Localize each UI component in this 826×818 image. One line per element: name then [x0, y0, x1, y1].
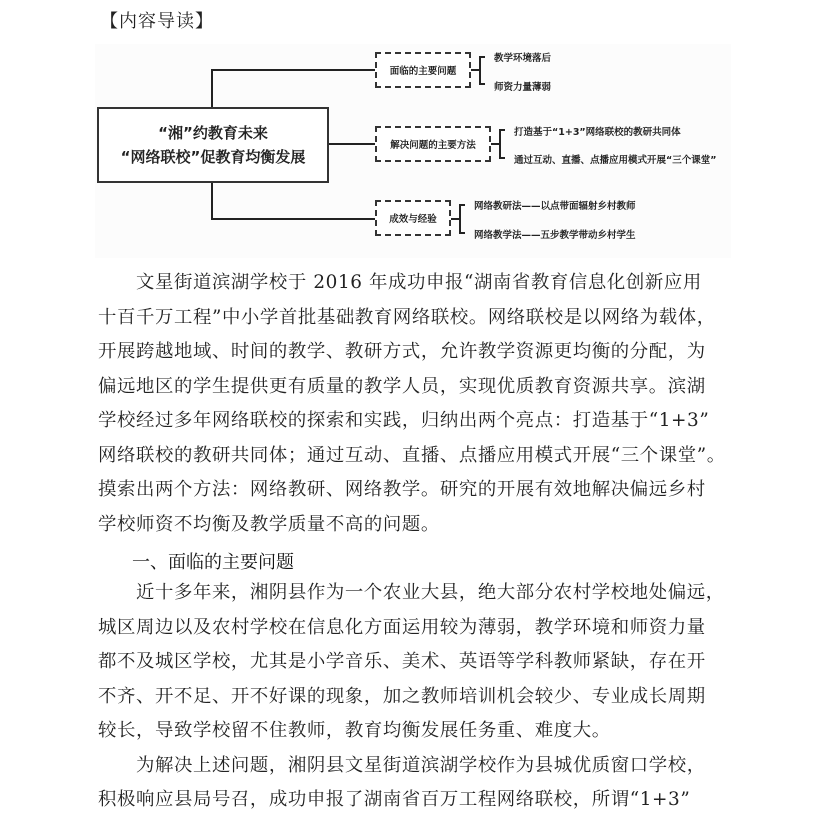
text-line: 学校经过多年网络联校的探索和实践，归纳出两个亮点：打造基于“1+3” [98, 410, 710, 431]
section-title: 一、面临的主要问题 [132, 552, 294, 573]
branch-leaf: 教学环境落后 [494, 53, 552, 64]
branch-leaf: 打造基于“1+3”网络联校的教研共同体 [514, 127, 681, 138]
text-line: 积极响应县局号召，成功申报了湖南省百万工程网络联校，所谓“1+3” [98, 789, 691, 810]
branch-leaf: 师资力量薄弱 [494, 82, 552, 93]
branch-leaf: 通过互动、直播、点播应用模式开展“三个课堂” [514, 155, 717, 166]
branch-box: 成效与经验 [375, 200, 451, 236]
branch-box: 面临的主要问题 [375, 52, 471, 88]
connector [211, 69, 213, 108]
connector [451, 218, 459, 220]
text-line: 学校师资不均衡及教学质量不高的问题。 [98, 513, 440, 535]
branch-leaf: 网络教研法——以点带面辐射乡村教师 [474, 201, 636, 212]
bracket [479, 56, 485, 85]
bracket [459, 204, 465, 234]
connector [326, 143, 376, 145]
text-line: 文星街道滨湖学校于 2016 年成功申报“湖南省教育信息化创新应用 [98, 272, 702, 293]
text-line: 偏远地区的学生提供更有质量的教学人员，实现优质教育资源共享。滨湖 [98, 375, 706, 397]
text-line: 都不及城区学校，尤其是小学音乐、美术、英语等学科教师紧缺，存在开 [98, 651, 706, 672]
connector [471, 69, 479, 71]
connector [211, 69, 376, 71]
text-line: 不齐、开不足、开不好课的现象，加之教师培训机会较少、专业成长周期 [98, 685, 706, 707]
connector [491, 143, 499, 145]
text-line: 网络联校的教研共同体；通过互动、直播、点播应用模式开展“三个课堂”。 [98, 444, 726, 466]
branch-leaf: 网络教学法——五步教学带动乡村学生 [474, 230, 636, 241]
text-line: 开展跨越地域、时间的教学、教研方式，允许教学资源更均衡的分配，为 [98, 341, 706, 362]
center-line-2: “网络联校”促教育均衡发展 [120, 148, 306, 166]
mindmap-center [97, 107, 329, 183]
connector [211, 180, 213, 219]
text-line: 近十多年来，湘阴县作为一个农业大县，绝大部分农村学校地处偏远， [98, 582, 725, 603]
branch-box: 解决问题的主要方法 [375, 126, 491, 162]
intro-paragraph [98, 266, 738, 542]
text-line: 十百千万工程”中小学首批基础教育网络联校。网络联校是以网络为载体， [98, 306, 716, 328]
connector [211, 218, 376, 220]
center-line-1: “湘”约教育未来 [158, 124, 268, 142]
section-heading: 【内容导读】 [100, 11, 214, 32]
bracket [499, 129, 505, 159]
text-line: 较长，导致学校留不住教师，教育均衡发展任务重、难度大。 [98, 720, 611, 741]
text-line: 城区周边以及农村学校在信息化方面运用较为薄弱，教学环境和师资力量 [98, 616, 706, 638]
text-line: 摸索出两个方法：网络教研、网络教学。研究的开展有效地解决偏远乡村 [98, 479, 706, 500]
section-paragraph [98, 576, 738, 818]
text-line: 为解决上述问题，湘阴县文星街道滨湖学校作为县城优质窗口学校， [98, 754, 706, 776]
